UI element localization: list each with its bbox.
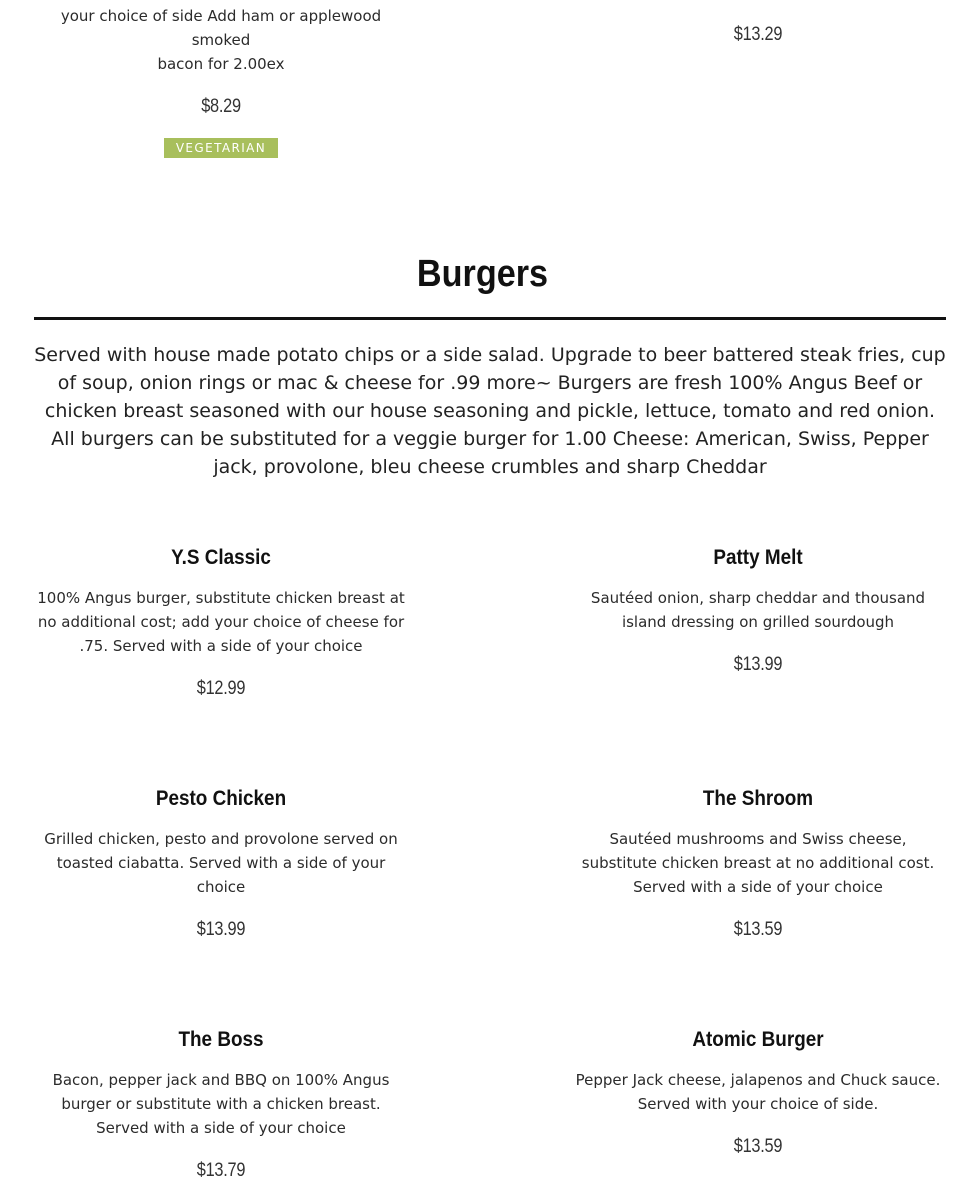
description-line: your choice of side Add ham or applewood smoked [60, 7, 382, 49]
item-name: The Boss [178, 1028, 264, 1051]
section-title: Burgers [416, 253, 549, 295]
menu-item [570, 1028, 946, 1158]
item-price: $13.99 [733, 654, 783, 675]
item-description [34, 4, 408, 76]
menu-item-previous-left [34, 4, 408, 158]
item-price: $13.29 [733, 24, 783, 45]
menu-item [34, 546, 408, 700]
item-description: Pepper Jack cheese, jalapenos and Chuck sauce. Served with your choice of side. [575, 1071, 941, 1113]
menu-item [570, 787, 946, 941]
menu-item [34, 1028, 408, 1182]
item-name: Y.S Classic [171, 546, 271, 569]
item-price: $12.99 [196, 678, 246, 699]
item-name: Atomic Burger [692, 1028, 824, 1051]
item-description: Bacon, pepper jack and BBQ on 100% Angus burger or substitute with a chicken breast. Served with a side of your choice [52, 1071, 390, 1137]
item-description: 100% Angus burger, substitute chicken breast at no additional cost; add your choice of cheese for .75. Served with a side of your choice [37, 589, 405, 655]
item-price: $13.59 [733, 919, 783, 940]
item-description: Grilled chicken, pesto and provolone served on toasted ciabatta. Served with a side of your choice [44, 830, 398, 896]
item-price: $8.29 [201, 96, 241, 117]
section-divider [34, 317, 946, 320]
section-intro: Served with house made potato chips or a side salad. Upgrade to beer battered steak fries, cup of soup, onion rings or mac & cheese for .99 more~ Burgers are fresh 100% Angus Beef or chicken breast seasoned with our house seasoning and pickle, lettuce, tomato and red onion. All burgers can be substituted for a veggie burger for 1.00 Cheese: American, Swiss, Pepper jack, provolone, bleu cheese crumbles and sharp Cheddar [34, 344, 946, 478]
item-name: The Shroom [702, 787, 814, 810]
item-description: Sautéed mushrooms and Swiss cheese, substitute chicken breast at no additional cost. Served with a side of your choice [581, 830, 935, 896]
menu-item-previous-right [570, 24, 946, 46]
vegetarian-badge: VEGETARIAN [164, 138, 278, 158]
menu-item [34, 787, 408, 941]
menu-item [570, 546, 946, 676]
item-name: Pesto Chicken [155, 787, 287, 810]
item-price: $13.99 [196, 919, 246, 940]
item-price: $13.79 [196, 1160, 246, 1181]
item-price: $13.59 [733, 1136, 783, 1157]
item-description: Sautéed onion, sharp cheddar and thousand island dressing on grilled sourdough [590, 589, 926, 631]
description-line: bacon for 2.00ex [157, 55, 285, 73]
item-name: Patty Melt [713, 546, 803, 569]
